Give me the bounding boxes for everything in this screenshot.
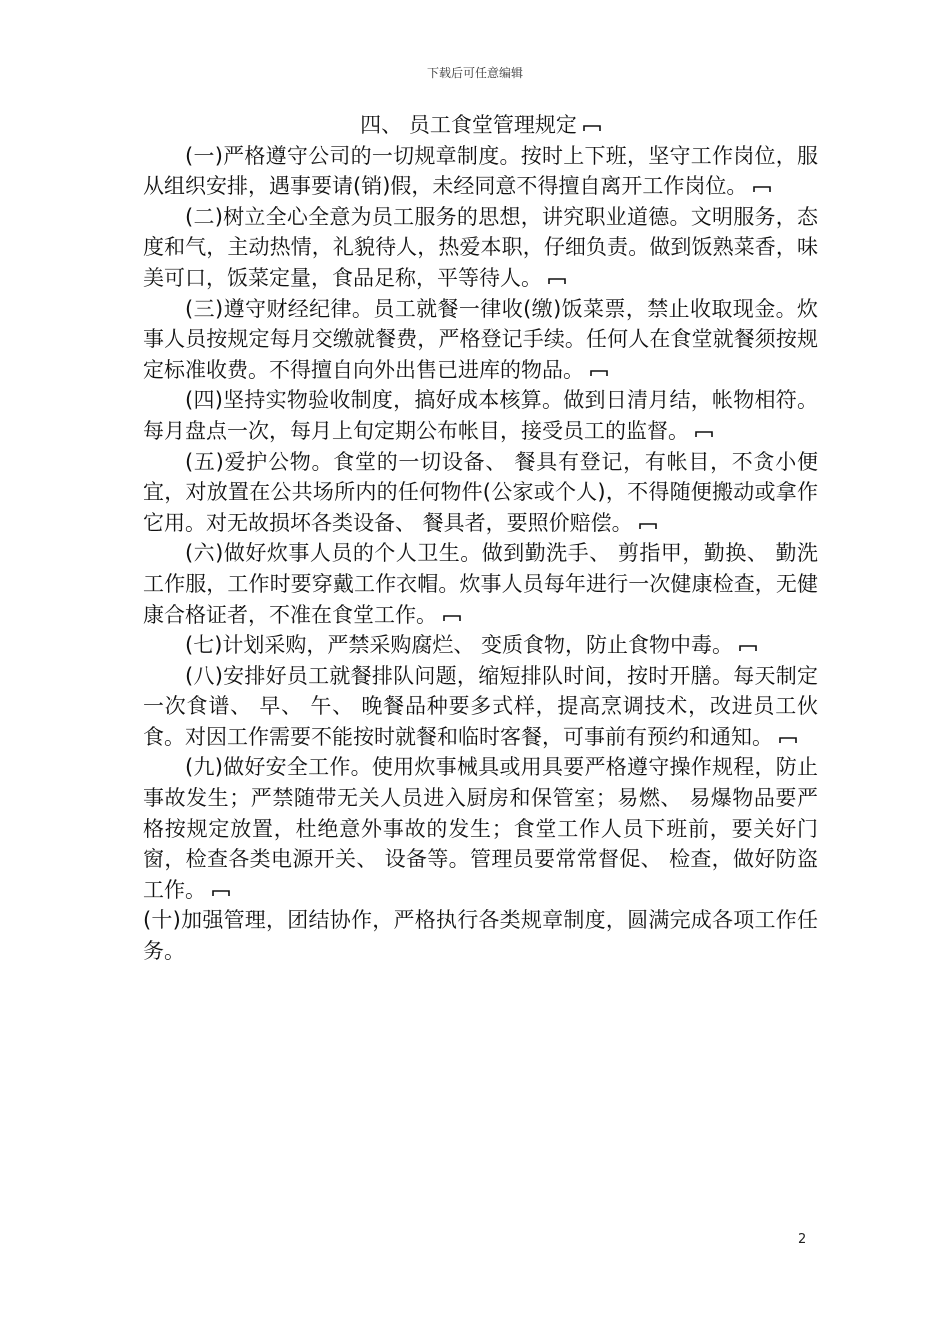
paragraph-4 <box>143 385 818 446</box>
paragraph-mark-icon <box>583 123 601 132</box>
paragraph-text: (三)遵守财经纪律。员工就餐一律收(缴)饭菜票，禁止收取现金。炊事人员按规定每月交缴就餐费，严格登记手续。任何人在食堂就餐须按规定标准收费。不得擅自向外出售已进库的物品。 <box>143 296 818 382</box>
paragraph-mark-icon <box>779 735 797 744</box>
paragraph-text: (二)树立全心全意为员工服务的思想，讲究职业道德。文明服务，态度和气，主动热情，礼貌待人，热爱本职，仔细负责。做到饭熟菜香，味美可口，饭菜定量，食品足称，平等待人。 <box>143 204 818 290</box>
paragraph-mark-icon <box>739 643 757 652</box>
paragraph-6 <box>143 538 818 630</box>
paragraph-9 <box>143 752 818 905</box>
paragraph-mark-icon <box>548 276 566 285</box>
paragraph-text: (一)严格遵守公司的一切规章制度。按时上下班，坚守工作岗位，服从组织安排，遇事要请(销)假，未经同意不得擅自离开工作岗位。 <box>143 143 818 199</box>
paragraph-mark-icon <box>212 888 230 897</box>
paragraph-3 <box>143 294 818 386</box>
paragraph-1 <box>143 141 818 202</box>
paragraph-2 <box>143 202 818 294</box>
paragraph-text: (七)计划采购，严禁采购腐烂、 变质食物，防止食物中毒。 <box>185 633 734 658</box>
paragraph-10 <box>143 905 818 966</box>
paragraph-mark-icon <box>590 368 608 377</box>
paragraph-text: (五)爱护公物。食堂的一切设备、 餐具有登记，有帐目，不贪小便宜，对放置在公共场所内的任何物件(公家或个人)，不得随便搬动或拿作它用。对无故损坏各类设备、 餐具者，要照价赔偿。 <box>143 449 818 535</box>
paragraph-mark-icon <box>695 429 713 438</box>
paragraph-5 <box>143 447 818 539</box>
paragraph-text: (六)做好炊事人员的个人卫生。做到勤洗手、 剪指甲，勤换、 勤洗工作服，工作时要穿戴工作衣帽。炊事人员每年进行一次健康检查，无健康合格证者，不准在食堂工作。 <box>143 541 818 627</box>
paragraph-text: (八)安排好员工就餐排队问题，缩短排队时间，按时开膳。每天制定一次食谱、 早、 午、 晚餐品种要多式样，提高烹调技术，改进员工伙食。对因工作需要不能按时就餐和临时客餐，可事前有预约和通知。 <box>143 663 818 749</box>
paragraph-mark-icon <box>639 521 657 530</box>
paragraph-text: (九)做好安全工作。使用炊事械具或用具要严格遵守操作规程，防止事故发生；严禁随带无关人员进入厨房和保管室；易燃、 易爆物品要严格按规定放置，杜绝意外事故的发生；食堂工作人员下班前，要关好门窗，检查各类电源开关、 设备等。管理员要常常督促、 检查，做好防盗工作。 <box>143 755 818 902</box>
title-text: 四、 员工食堂管理规定 <box>360 113 577 137</box>
paragraph-mark-icon <box>753 184 771 193</box>
document-title <box>143 110 818 141</box>
paragraph-text: (十)加强管理，团结协作，严格执行各类规章制度，圆满完成各项工作任务。 <box>143 908 818 964</box>
page-header: 下载后可任意编辑 <box>426 66 523 80</box>
paragraph-text: (四)坚持实物验收制度，搞好成本核算。做到日清月结，帐物相符。每月盘点一次，每月上旬定期公布帐目，接受员工的监督。 <box>143 388 818 443</box>
page-number: 2 <box>798 1232 807 1247</box>
document-body <box>143 110 818 967</box>
paragraph-mark-icon <box>443 613 461 622</box>
paragraph-8 <box>143 661 818 753</box>
paragraph-7 <box>143 630 818 661</box>
